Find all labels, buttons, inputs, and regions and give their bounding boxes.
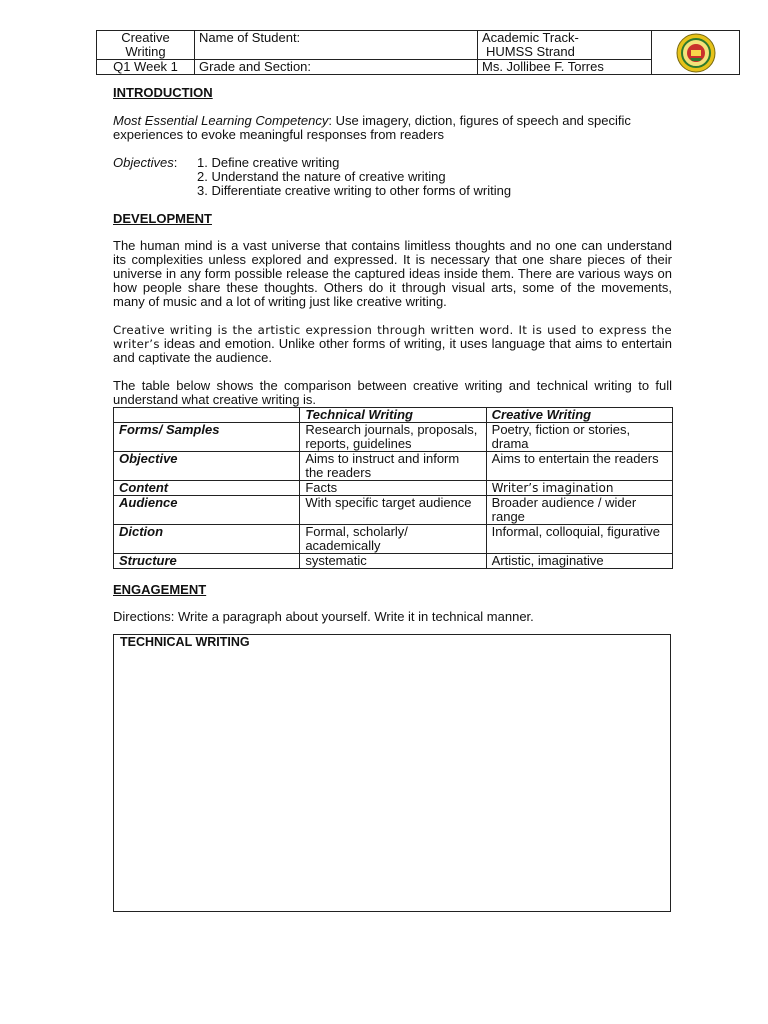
creative-cell: Broader audience / wider range	[486, 496, 672, 525]
creative-cell: Writer’s imagination	[486, 481, 672, 496]
technical-cell: Aims to instruct and inform the readers	[300, 452, 486, 481]
table-row	[114, 554, 673, 569]
objective-item: 2. Understand the nature of creative writing	[197, 169, 446, 184]
student-name-label: Name of Student:	[199, 30, 301, 45]
row-label: Content	[114, 481, 300, 496]
subject-cell	[97, 31, 195, 60]
row-label: Structure	[114, 554, 300, 569]
melc-paragraph	[113, 114, 672, 142]
row-label: Objective	[114, 452, 300, 481]
track-cell	[478, 31, 652, 60]
student-name-field[interactable]	[195, 31, 478, 60]
development-paragraph-2-first-line: Creative writing is the artistic expression through written word. It is used to express the writer’s	[113, 323, 672, 351]
comparison-table	[113, 407, 673, 569]
melc-text: : Use imagery, diction, figures of speech and specific experiences to evoke meaningful responses from readers	[113, 113, 631, 142]
objectives-label: Objectives	[113, 155, 174, 170]
school-seal-icon	[676, 33, 716, 73]
objectives-block	[113, 156, 672, 198]
quarter-cell	[97, 60, 195, 75]
row-label: Forms/ Samples	[114, 423, 300, 452]
table-row	[114, 525, 673, 554]
column-header-creative: Creative Writing	[486, 408, 672, 423]
grade-section-field[interactable]	[195, 60, 478, 75]
objective-item: 3. Differentiate creative writing to other forms of writing	[197, 183, 512, 198]
column-header	[114, 408, 300, 423]
objectives-colon: :	[173, 155, 178, 170]
development-paragraph-1: The human mind is a vast universe that contains limitless thoughts and no one can understand its complexities unless explored and expressed. It is necessary that one share pieces of their universe in any form possible release the captured ideas inside them. There are various ways on how people share these thoughts. Others do it through visual arts, some of the movements, many of music and a lot of writing just like creative writing.	[113, 238, 672, 309]
technical-cell: Research journals, proposals, reports, guidelines	[300, 423, 486, 452]
worksheet-content	[113, 86, 672, 912]
answer-box-label: TECHNICAL WRITING	[120, 635, 250, 649]
objective-item: 1. Define creative writing	[197, 155, 340, 170]
column-header-technical: Technical Writing	[300, 408, 486, 423]
header-table	[96, 30, 740, 75]
table-row	[114, 496, 673, 525]
table-row	[114, 423, 673, 452]
creative-cell: Poetry, fiction or stories, drama	[486, 423, 672, 452]
table-header-row	[114, 408, 673, 423]
subject-line-2: Writing	[125, 44, 166, 59]
technical-cell: systematic	[300, 554, 486, 569]
development-paragraph-3: The table below shows the comparison between creative writing and technical writing to full understand what creative writing is.	[113, 378, 672, 407]
technical-cell: Formal, scholarly/ academically	[300, 525, 486, 554]
creative-cell: Informal, colloquial, figurative	[486, 525, 672, 554]
technical-cell: With specific target audience	[300, 496, 486, 525]
subject-line-1: Creative	[121, 30, 170, 45]
engagement-directions: Directions: Write a paragraph about yourself. Write it in technical manner.	[113, 609, 534, 624]
technical-writing-answer-box[interactable]	[113, 634, 671, 912]
development-paragraph-2	[113, 323, 672, 365]
quarter-text: Q1 Week 1	[113, 59, 178, 74]
development-paragraph-2-rest: ideas and emotion. Unlike other forms of writing, it uses language that aims to entertain and captivate the audience.	[113, 336, 672, 365]
introduction-heading: INTRODUCTION	[113, 85, 213, 100]
table-row	[114, 452, 673, 481]
melc-label: Most Essential Learning Competency	[113, 113, 329, 128]
logo-cell	[652, 31, 740, 75]
objectives-label-wrap	[113, 156, 197, 198]
development-heading: DEVELOPMENT	[113, 211, 212, 226]
creative-cell: Artistic, imaginative	[486, 554, 672, 569]
track-line-2: HUMSS Strand	[486, 44, 575, 59]
track-line-1: Academic Track-	[482, 30, 579, 45]
row-label: Audience	[114, 496, 300, 525]
grade-section-label: Grade and Section:	[199, 59, 312, 74]
row-label: Diction	[114, 525, 300, 554]
objectives-list	[197, 156, 511, 198]
creative-cell: Aims to entertain the readers	[486, 452, 672, 481]
technical-cell: Facts	[300, 481, 486, 496]
teacher-name: Ms. Jollibee F. Torres	[482, 59, 604, 74]
engagement-heading: ENGAGEMENT	[113, 582, 207, 597]
table-row	[114, 481, 673, 496]
teacher-cell	[478, 60, 652, 75]
